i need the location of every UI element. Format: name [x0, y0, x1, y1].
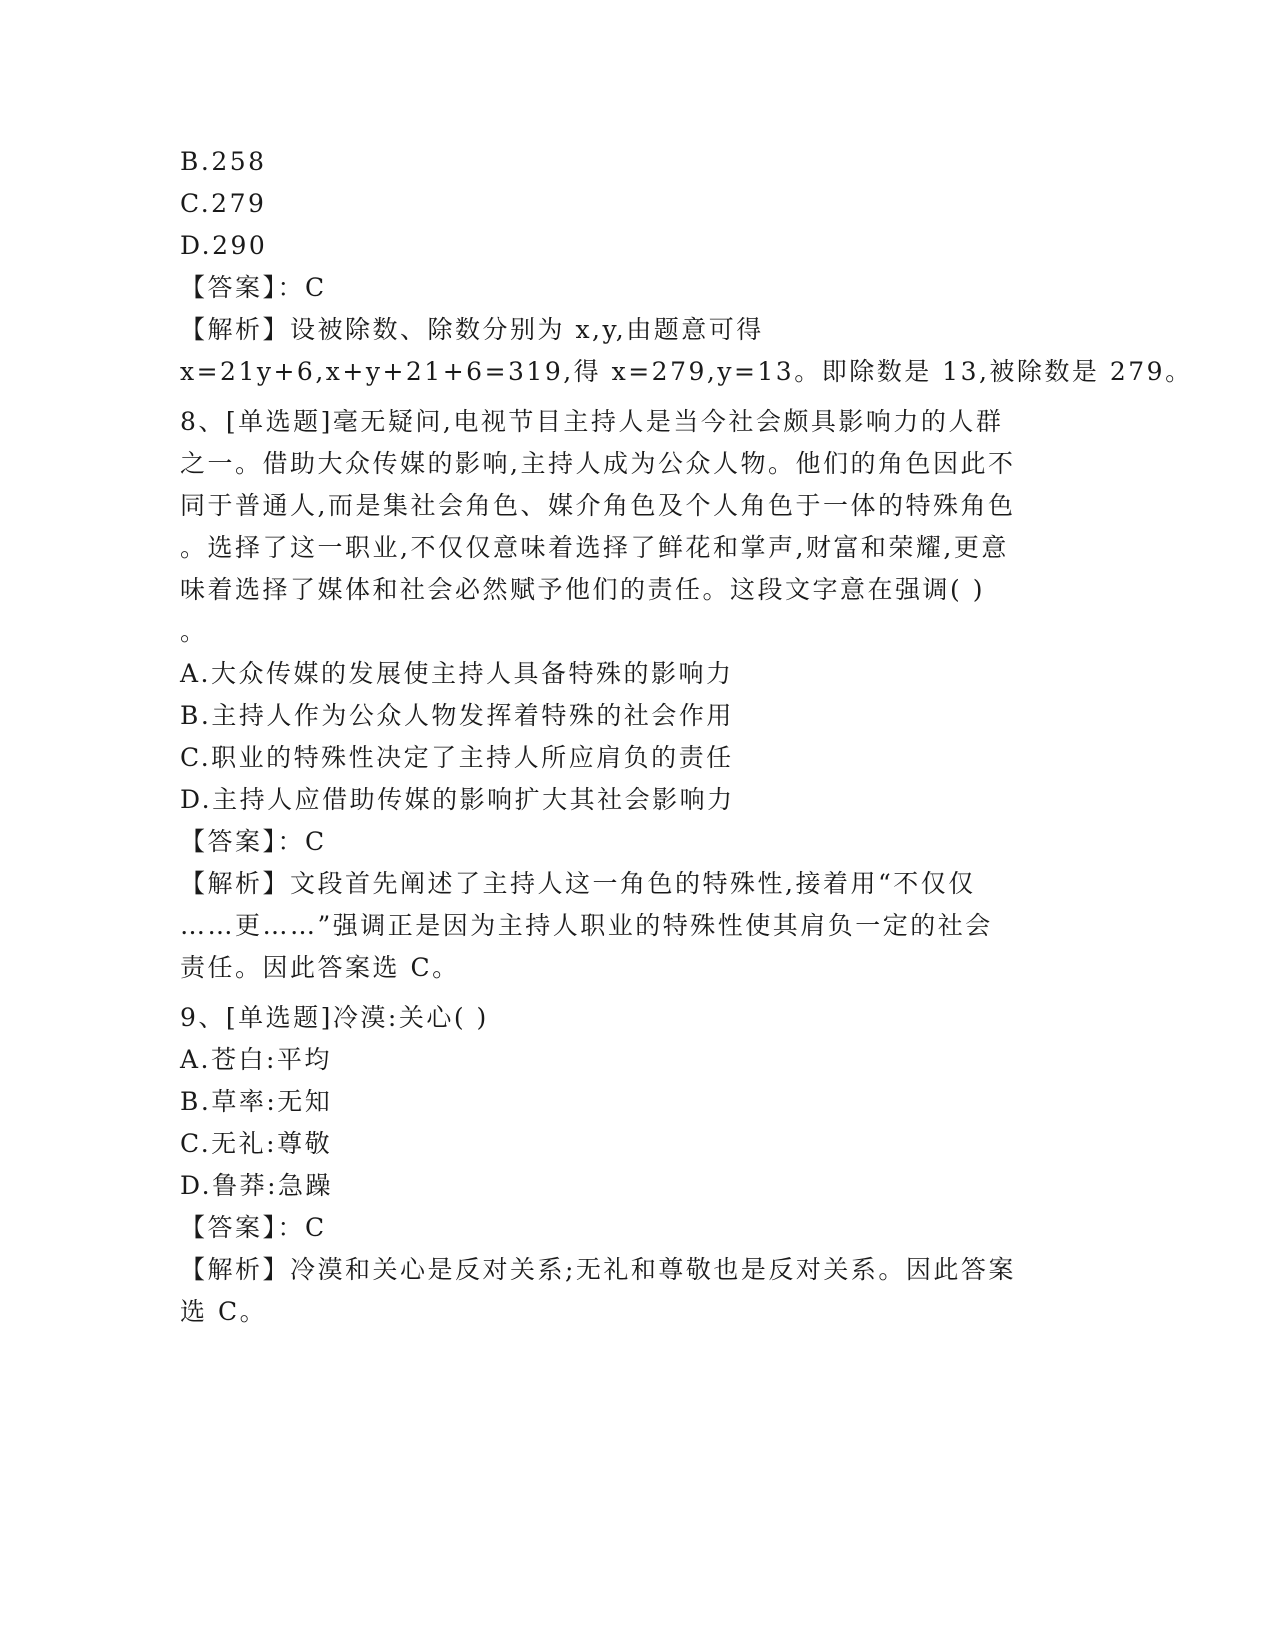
- analysis-line: 责任。因此答案选 C。: [180, 953, 460, 982]
- question-stem-line: 9、[单选题]冷漠:关心( ): [180, 1003, 489, 1032]
- analysis-line: x=21y+6,x+y+21+6=319,得 x=279,y=13。即除数是 13,被除数是 279。: [180, 357, 1193, 386]
- analysis-line: 选 C。: [180, 1297, 268, 1326]
- question-stem-line: 同于普通人,而是集社会角色、媒介角色及个人角色于一体的特殊角色: [180, 491, 1016, 520]
- analysis-line: 【解析】文段首先阐述了主持人这一角色的特殊性,接着用“不仅仅: [180, 869, 976, 898]
- option-a: A.大众传媒的发展使主持人具备特殊的影响力: [180, 659, 734, 688]
- answer: 【答案】：C: [180, 273, 327, 302]
- option-d: D.290: [180, 231, 268, 260]
- question-9: [180, 997, 1040, 1333]
- option-c: C.职业的特殊性决定了主持人所应肩负的责任: [180, 743, 734, 772]
- question-8: [180, 401, 1040, 989]
- question-stem-line: 味着选择了媒体和社会必然赋予他们的责任。这段文字意在强调( ): [180, 575, 985, 604]
- question-stem-line: 。: [180, 617, 208, 646]
- analysis-line: 【解析】设被除数、除数分别为 x,y,由题意可得: [180, 315, 764, 344]
- answer: 【答案】：C: [180, 827, 327, 856]
- answer: 【答案】：C: [180, 1213, 327, 1242]
- question-7-tail: [180, 141, 1193, 393]
- question-stem-line: 。选择了这一职业,不仅仅意味着选择了鲜花和掌声,财富和荣耀,更意: [180, 533, 1009, 562]
- document-page: [180, 141, 1193, 1333]
- analysis-line: 【解析】冷漠和关心是反对关系;无礼和尊敬也是反对关系。因此答案: [180, 1255, 1016, 1284]
- option-c: C.279: [180, 189, 267, 218]
- option-d: D.鲁莽:急躁: [180, 1171, 334, 1200]
- question-stem-line: 之一。借助大众传媒的影响,主持人成为公众人物。他们的角色因此不: [180, 449, 1016, 478]
- question-stem-line: 8、[单选题]毫无疑问,电视节目主持人是当今社会颇具影响力的人群: [180, 407, 1004, 436]
- option-c: C.无礼:尊敬: [180, 1129, 333, 1158]
- option-b: B.草率:无知: [180, 1087, 333, 1116]
- analysis-line: ……更……”强调正是因为主持人职业的特殊性使其肩负一定的社会: [180, 911, 993, 940]
- option-b: B.258: [180, 147, 267, 176]
- option-d: D.主持人应借助传媒的影响扩大其社会影响力: [180, 785, 735, 814]
- option-b: B.主持人作为公众人物发挥着特殊的社会作用: [180, 701, 734, 730]
- option-a: A.苍白:平均: [180, 1045, 332, 1074]
